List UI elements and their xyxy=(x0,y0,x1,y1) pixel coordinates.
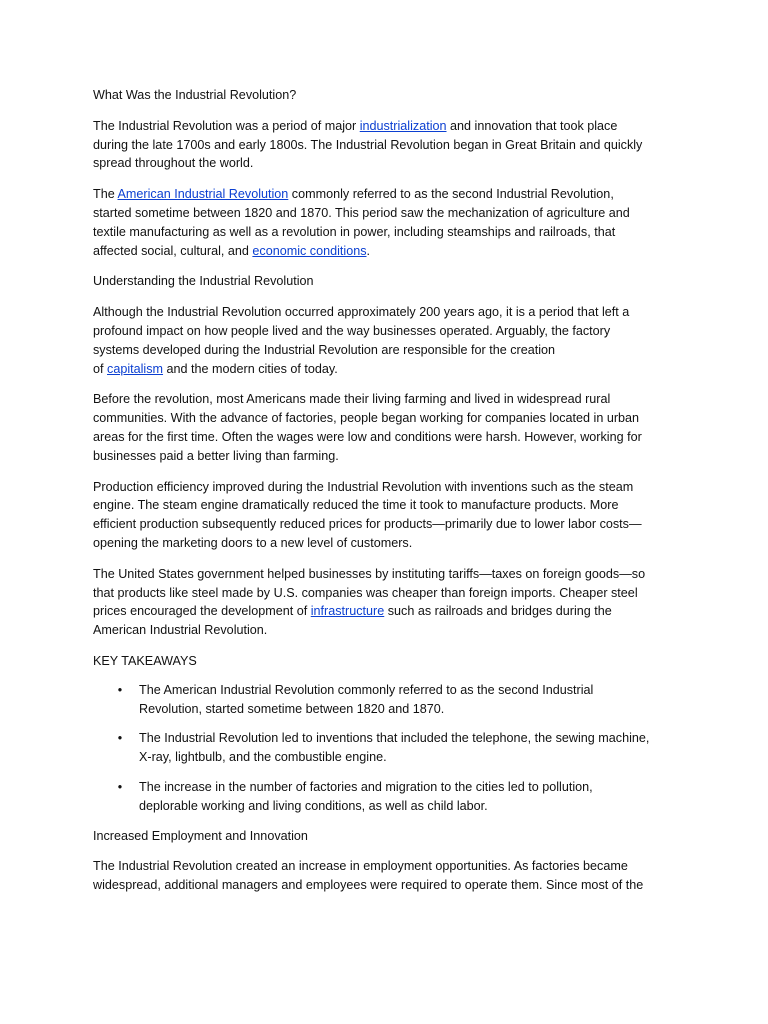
text-line: spread throughout the world. xyxy=(93,156,254,171)
paragraph-american-revolution xyxy=(93,185,683,260)
heading-what-was: What Was the Industrial Revolution? xyxy=(93,88,297,102)
text-line: X-ray, lightbulb, and the combustible engine. xyxy=(139,750,387,765)
text: of xyxy=(93,361,108,376)
list-item xyxy=(93,729,683,767)
list-item xyxy=(93,778,683,816)
text-line: profound impact on how people lived and the way businesses operated. Arguably, the factory xyxy=(93,323,611,338)
text-line: The increase in the number of factories and migration to the cities led to pollution, xyxy=(139,779,593,794)
list-item xyxy=(93,681,683,719)
text-line: The United States government helped businesses by instituting tariffs—taxes on foreign goods—so xyxy=(93,566,646,581)
link-american-industrial-revolution[interactable]: American Industrial Revolution xyxy=(117,187,289,202)
text-line: The Industrial Revolution created an increase in employment opportunities. As factories became xyxy=(93,859,628,874)
text-line: Although the Industrial Revolution occurred approximately 200 years ago, it is a period that left a xyxy=(93,305,630,320)
key-takeaways-title: KEY TAKEAWAYS xyxy=(93,653,197,668)
text-line: opening the marketing doors to a new level of customers. xyxy=(93,535,413,550)
text-line: started sometime between 1820 and 1870. This period saw the mechanization of agriculture and xyxy=(93,205,630,220)
bullet-icon: • xyxy=(117,682,123,697)
paragraph-intro xyxy=(93,117,683,173)
text: commonly referred to as the second Industrial Revolution, xyxy=(288,187,614,202)
text-line: communities. With the advance of factories, people began working for companies located in urban xyxy=(93,411,640,426)
link-industrialization[interactable]: industrialization xyxy=(359,118,447,133)
text-line: The Industrial Revolution led to inventions that included the telephone, the sewing machine, xyxy=(139,731,650,746)
link-economic-conditions[interactable]: economic conditions xyxy=(252,243,367,258)
text-line: efficient production subsequently reduced prices for products—primarily due to lower labor costs— xyxy=(93,517,642,532)
text: prices encouraged the development of xyxy=(93,604,311,619)
text-line: areas for the first time. Often the wages were low and conditions were harsh. However, working for xyxy=(93,429,642,444)
paragraph-employment xyxy=(93,857,683,895)
text-line: systems developed during the Industrial Revolution are responsible for the creation xyxy=(93,342,556,357)
paragraph-government-tariffs xyxy=(93,565,683,640)
key-takeaways-list xyxy=(93,681,683,816)
bullet-icon: • xyxy=(117,779,123,794)
text: . xyxy=(366,243,370,258)
text-line: during the late 1700s and early 1800s. The Industrial Revolution began in Great Britain and quickly xyxy=(93,137,643,152)
text-line: textile manufacturing as well as a revolution in power, including steamships and railroads, that xyxy=(93,224,616,239)
document-page xyxy=(93,86,683,907)
paragraph-impact xyxy=(93,303,683,378)
text-line: that products like steel made by U.S. companies was cheaper than foreign imports. Cheaper steel xyxy=(93,585,638,600)
paragraph-production-efficiency xyxy=(93,478,683,553)
text-line: Revolution, started sometime between 1820 and 1870. xyxy=(139,701,445,716)
heading-increased-employment: Increased Employment and Innovation xyxy=(93,828,308,843)
text: and the modern cities of today. xyxy=(163,361,338,376)
heading-understanding: Understanding the Industrial Revolution xyxy=(93,274,314,289)
text-line: businesses paid a better living than farming. xyxy=(93,448,339,463)
text: affected social, cultural, and xyxy=(93,243,253,258)
text-line: The American Industrial Revolution commonly referred to as the second Industrial xyxy=(139,682,594,697)
text: The Industrial Revolution was a period of major xyxy=(93,118,360,133)
text-line: American Industrial Revolution. xyxy=(93,623,268,638)
text: and innovation that took place xyxy=(446,118,618,133)
text-line: engine. The steam engine dramatically reduced the time it took to manufacture products. More xyxy=(93,498,619,513)
link-capitalism[interactable]: capitalism xyxy=(107,361,164,376)
link-infrastructure[interactable]: infrastructure xyxy=(310,604,385,619)
text-line: widespread, additional managers and employees were required to operate them. Since most of the xyxy=(93,878,644,893)
text: The xyxy=(93,187,118,202)
text-line: deplorable working and living conditions, as well as child labor. xyxy=(139,798,488,813)
text: such as railroads and bridges during the xyxy=(384,604,612,619)
paragraph-before-revolution xyxy=(93,390,683,465)
text-line: Production efficiency improved during the Industrial Revolution with inventions such as the steam xyxy=(93,479,634,494)
text-line: Before the revolution, most Americans made their living farming and lived in widespread rural xyxy=(93,392,611,407)
bullet-icon: • xyxy=(117,731,123,746)
